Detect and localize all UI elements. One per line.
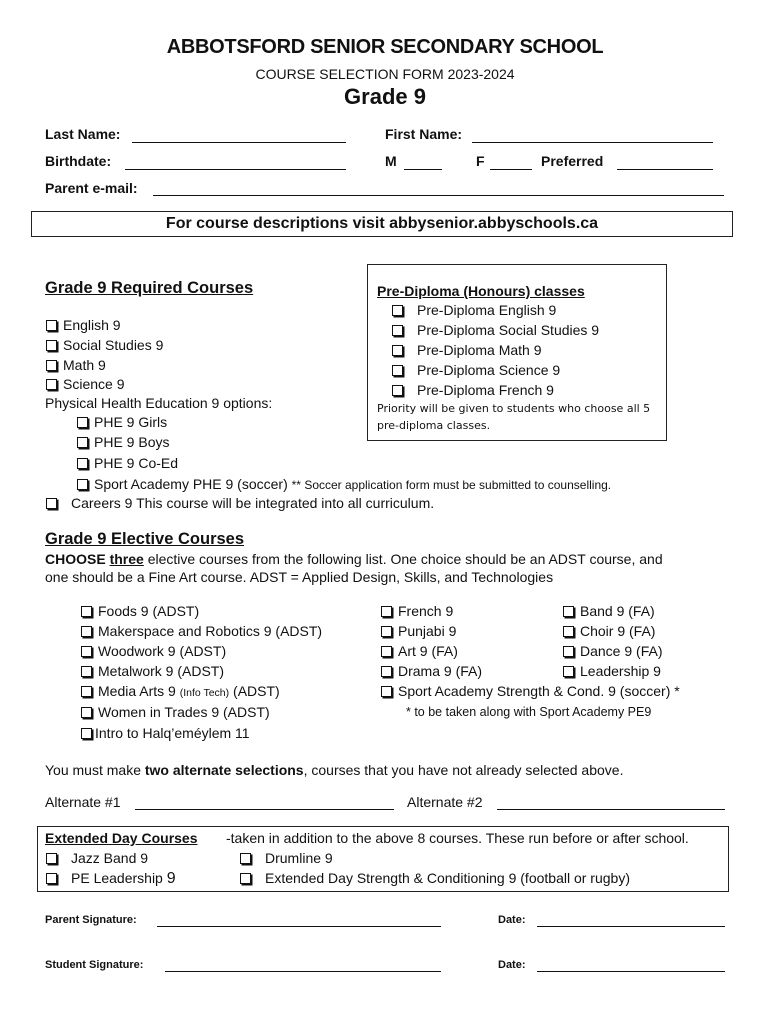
extended-course[interactable]: PE Leadership 9 <box>46 870 176 888</box>
phe-option[interactable]: PHE 9 Boys <box>77 434 169 450</box>
gender-f-field[interactable] <box>490 169 532 170</box>
checkbox-icon[interactable] <box>81 686 92 697</box>
checkbox-icon[interactable] <box>381 626 392 637</box>
parent-email-field[interactable] <box>153 195 724 196</box>
parent-email-label: Parent e-mail: <box>45 180 138 196</box>
checkbox-icon[interactable] <box>392 365 403 376</box>
checkbox-icon[interactable] <box>46 320 57 331</box>
elective-course[interactable]: Foods 9 (ADST) <box>81 603 199 619</box>
checkbox-icon[interactable] <box>77 417 88 428</box>
last-name-label: Last Name: <box>45 126 121 142</box>
checkbox-icon[interactable] <box>46 340 57 351</box>
extended-course[interactable]: Jazz Band 9 <box>46 850 148 866</box>
checkbox-icon[interactable] <box>563 626 574 637</box>
checkbox-icon[interactable] <box>381 686 392 697</box>
prediploma-note: pre-diploma classes. <box>377 419 491 432</box>
checkbox-icon[interactable] <box>563 646 574 657</box>
parent-signature-field[interactable] <box>157 926 441 927</box>
checkbox-icon[interactable] <box>77 458 88 469</box>
careers-course[interactable]: Careers 9 This course will be integrated into all curriculum. <box>46 495 434 511</box>
last-name-field[interactable] <box>132 142 346 143</box>
elective-course[interactable]: Punjabi 9 <box>381 623 456 639</box>
checkbox-icon[interactable] <box>77 437 88 448</box>
student-date-label: Date: <box>498 959 526 971</box>
soccer-note: ** Soccer application form must be submitted to counselling. <box>291 478 612 492</box>
checkbox-icon[interactable] <box>46 873 57 884</box>
phe-option[interactable]: PHE 9 Girls <box>77 414 167 430</box>
alternate-1-label: Alternate #1 <box>45 794 121 810</box>
checkbox-icon[interactable] <box>392 305 403 316</box>
required-course[interactable]: Social Studies 9 <box>46 337 163 353</box>
prediploma-note: Priority will be given to students who choose all 5 <box>377 402 651 415</box>
gender-m-field[interactable] <box>404 169 442 170</box>
extended-course[interactable]: Extended Day Strength & Conditioning 9 (football or rugby) <box>240 870 630 886</box>
checkbox-icon[interactable] <box>81 707 92 718</box>
extended-note: -taken in addition to the above 8 courses. These run before or after school. <box>226 830 689 846</box>
alternate-2-field[interactable] <box>497 809 725 810</box>
elective-course[interactable]: Intro to Halq’eméylem 11 <box>81 725 250 741</box>
checkbox-icon[interactable] <box>392 385 403 396</box>
checkbox-icon[interactable] <box>381 646 392 657</box>
preferred-label: Preferred <box>541 153 604 169</box>
elective-course[interactable]: Dance 9 (FA) <box>563 643 662 659</box>
elective-course[interactable]: Leadership 9 <box>563 663 661 679</box>
alternate-instructions: You must make two alternate selections, courses that you have not already selected above. <box>45 762 624 778</box>
prediploma-course[interactable]: Pre-Diploma French 9 <box>392 382 554 398</box>
checkbox-icon[interactable] <box>240 873 251 884</box>
elective-course[interactable]: Women in Trades 9 (ADST) <box>81 704 270 720</box>
checkbox-icon[interactable] <box>81 646 92 657</box>
checkbox-icon[interactable] <box>81 728 92 739</box>
required-course[interactable]: Math 9 <box>46 357 106 373</box>
phe-label: Physical Health Education 9 options: <box>45 395 273 411</box>
sport-academy-phe[interactable]: Sport Academy PHE 9 (soccer) ** Soccer application form must be submitted to counselling. <box>77 476 611 492</box>
required-course[interactable]: English 9 <box>46 317 121 333</box>
prediploma-course[interactable]: Pre-Diploma Math 9 <box>392 342 542 358</box>
first-name-field[interactable] <box>472 142 713 143</box>
parent-date-label: Date: <box>498 914 526 926</box>
checkbox-icon[interactable] <box>381 666 392 677</box>
birthdate-field[interactable] <box>125 169 346 170</box>
parent-date-field[interactable] <box>537 926 725 927</box>
checkbox-icon[interactable] <box>77 479 88 490</box>
elective-course[interactable]: Choir 9 (FA) <box>563 623 655 639</box>
gender-m-label: M <box>385 153 397 169</box>
grade-title: Grade 9 <box>344 84 426 109</box>
birthdate-label: Birthdate: <box>45 153 112 169</box>
checkbox-icon[interactable] <box>381 606 392 617</box>
first-name-label: First Name: <box>385 126 463 142</box>
elective-course[interactable]: Band 9 (FA) <box>563 603 655 619</box>
checkbox-icon[interactable] <box>392 345 403 356</box>
elective-course[interactable]: Media Arts 9 (Info Tech) (ADST) <box>81 683 280 699</box>
form-title: COURSE SELECTION FORM 2023-2024 <box>255 66 515 82</box>
checkbox-icon[interactable] <box>46 498 57 509</box>
prediploma-course[interactable]: Pre-Diploma Social Studies 9 <box>392 322 599 338</box>
checkbox-icon[interactable] <box>81 626 92 637</box>
prediploma-course[interactable]: Pre-Diploma English 9 <box>392 302 556 318</box>
checkbox-icon[interactable] <box>240 853 251 864</box>
checkbox-icon[interactable] <box>81 606 92 617</box>
extended-course[interactable]: Drumline 9 <box>240 850 333 866</box>
alternate-1-field[interactable] <box>135 809 394 810</box>
elective-heading: Grade 9 Elective Courses <box>45 530 245 548</box>
elective-instructions: CHOOSE three elective courses from the following list. One choice should be an ADST course, and <box>45 551 663 567</box>
course-description-text: For course descriptions visit abbysenior.abbyschools.ca <box>165 215 599 232</box>
elective-course[interactable]: Woodwork 9 (ADST) <box>81 643 226 659</box>
extended-heading: Extended Day Courses <box>45 830 198 846</box>
required-heading: Grade 9 Required Courses <box>45 279 254 297</box>
checkbox-icon[interactable] <box>392 325 403 336</box>
checkbox-icon[interactable] <box>46 853 57 864</box>
sport-strength-note: * to be taken along with Sport Academy PE9 <box>406 705 652 719</box>
prediploma-course[interactable]: Pre-Diploma Science 9 <box>392 362 560 378</box>
checkbox-icon[interactable] <box>563 666 574 677</box>
checkbox-icon[interactable] <box>46 360 57 371</box>
checkbox-icon[interactable] <box>46 379 57 390</box>
student-signature-label: Student Signature: <box>45 959 144 971</box>
elective-course[interactable]: Drama 9 (FA) <box>381 663 482 679</box>
elective-course[interactable]: Art 9 (FA) <box>381 643 458 659</box>
sport-strength-course[interactable]: Sport Academy Strength & Cond. 9 (soccer) * <box>381 683 680 699</box>
parent-signature-label: Parent Signature: <box>45 914 137 926</box>
elective-course[interactable]: Makerspace and Robotics 9 (ADST) <box>81 623 322 639</box>
checkbox-icon[interactable] <box>563 606 574 617</box>
elective-course[interactable]: Metalwork 9 (ADST) <box>81 663 224 679</box>
elective-instructions-line2: one should be a Fine Art course. ADST = Applied Design, Skills, and Technologies <box>45 569 554 585</box>
student-signature-field[interactable] <box>165 971 441 972</box>
student-date-field[interactable] <box>537 971 725 972</box>
prediploma-heading: Pre-Diploma (Honours) classes <box>377 283 585 299</box>
preferred-field[interactable] <box>617 169 713 170</box>
checkbox-icon[interactable] <box>81 666 92 677</box>
gender-f-label: F <box>476 153 485 169</box>
alternate-2-label: Alternate #2 <box>407 794 483 810</box>
required-course[interactable]: Science 9 <box>46 376 124 392</box>
school-title: ABBOTSFORD SENIOR SECONDARY SCHOOL <box>166 36 604 58</box>
elective-course[interactable]: French 9 <box>381 603 453 619</box>
phe-option[interactable]: PHE 9 Co-Ed <box>77 455 178 471</box>
